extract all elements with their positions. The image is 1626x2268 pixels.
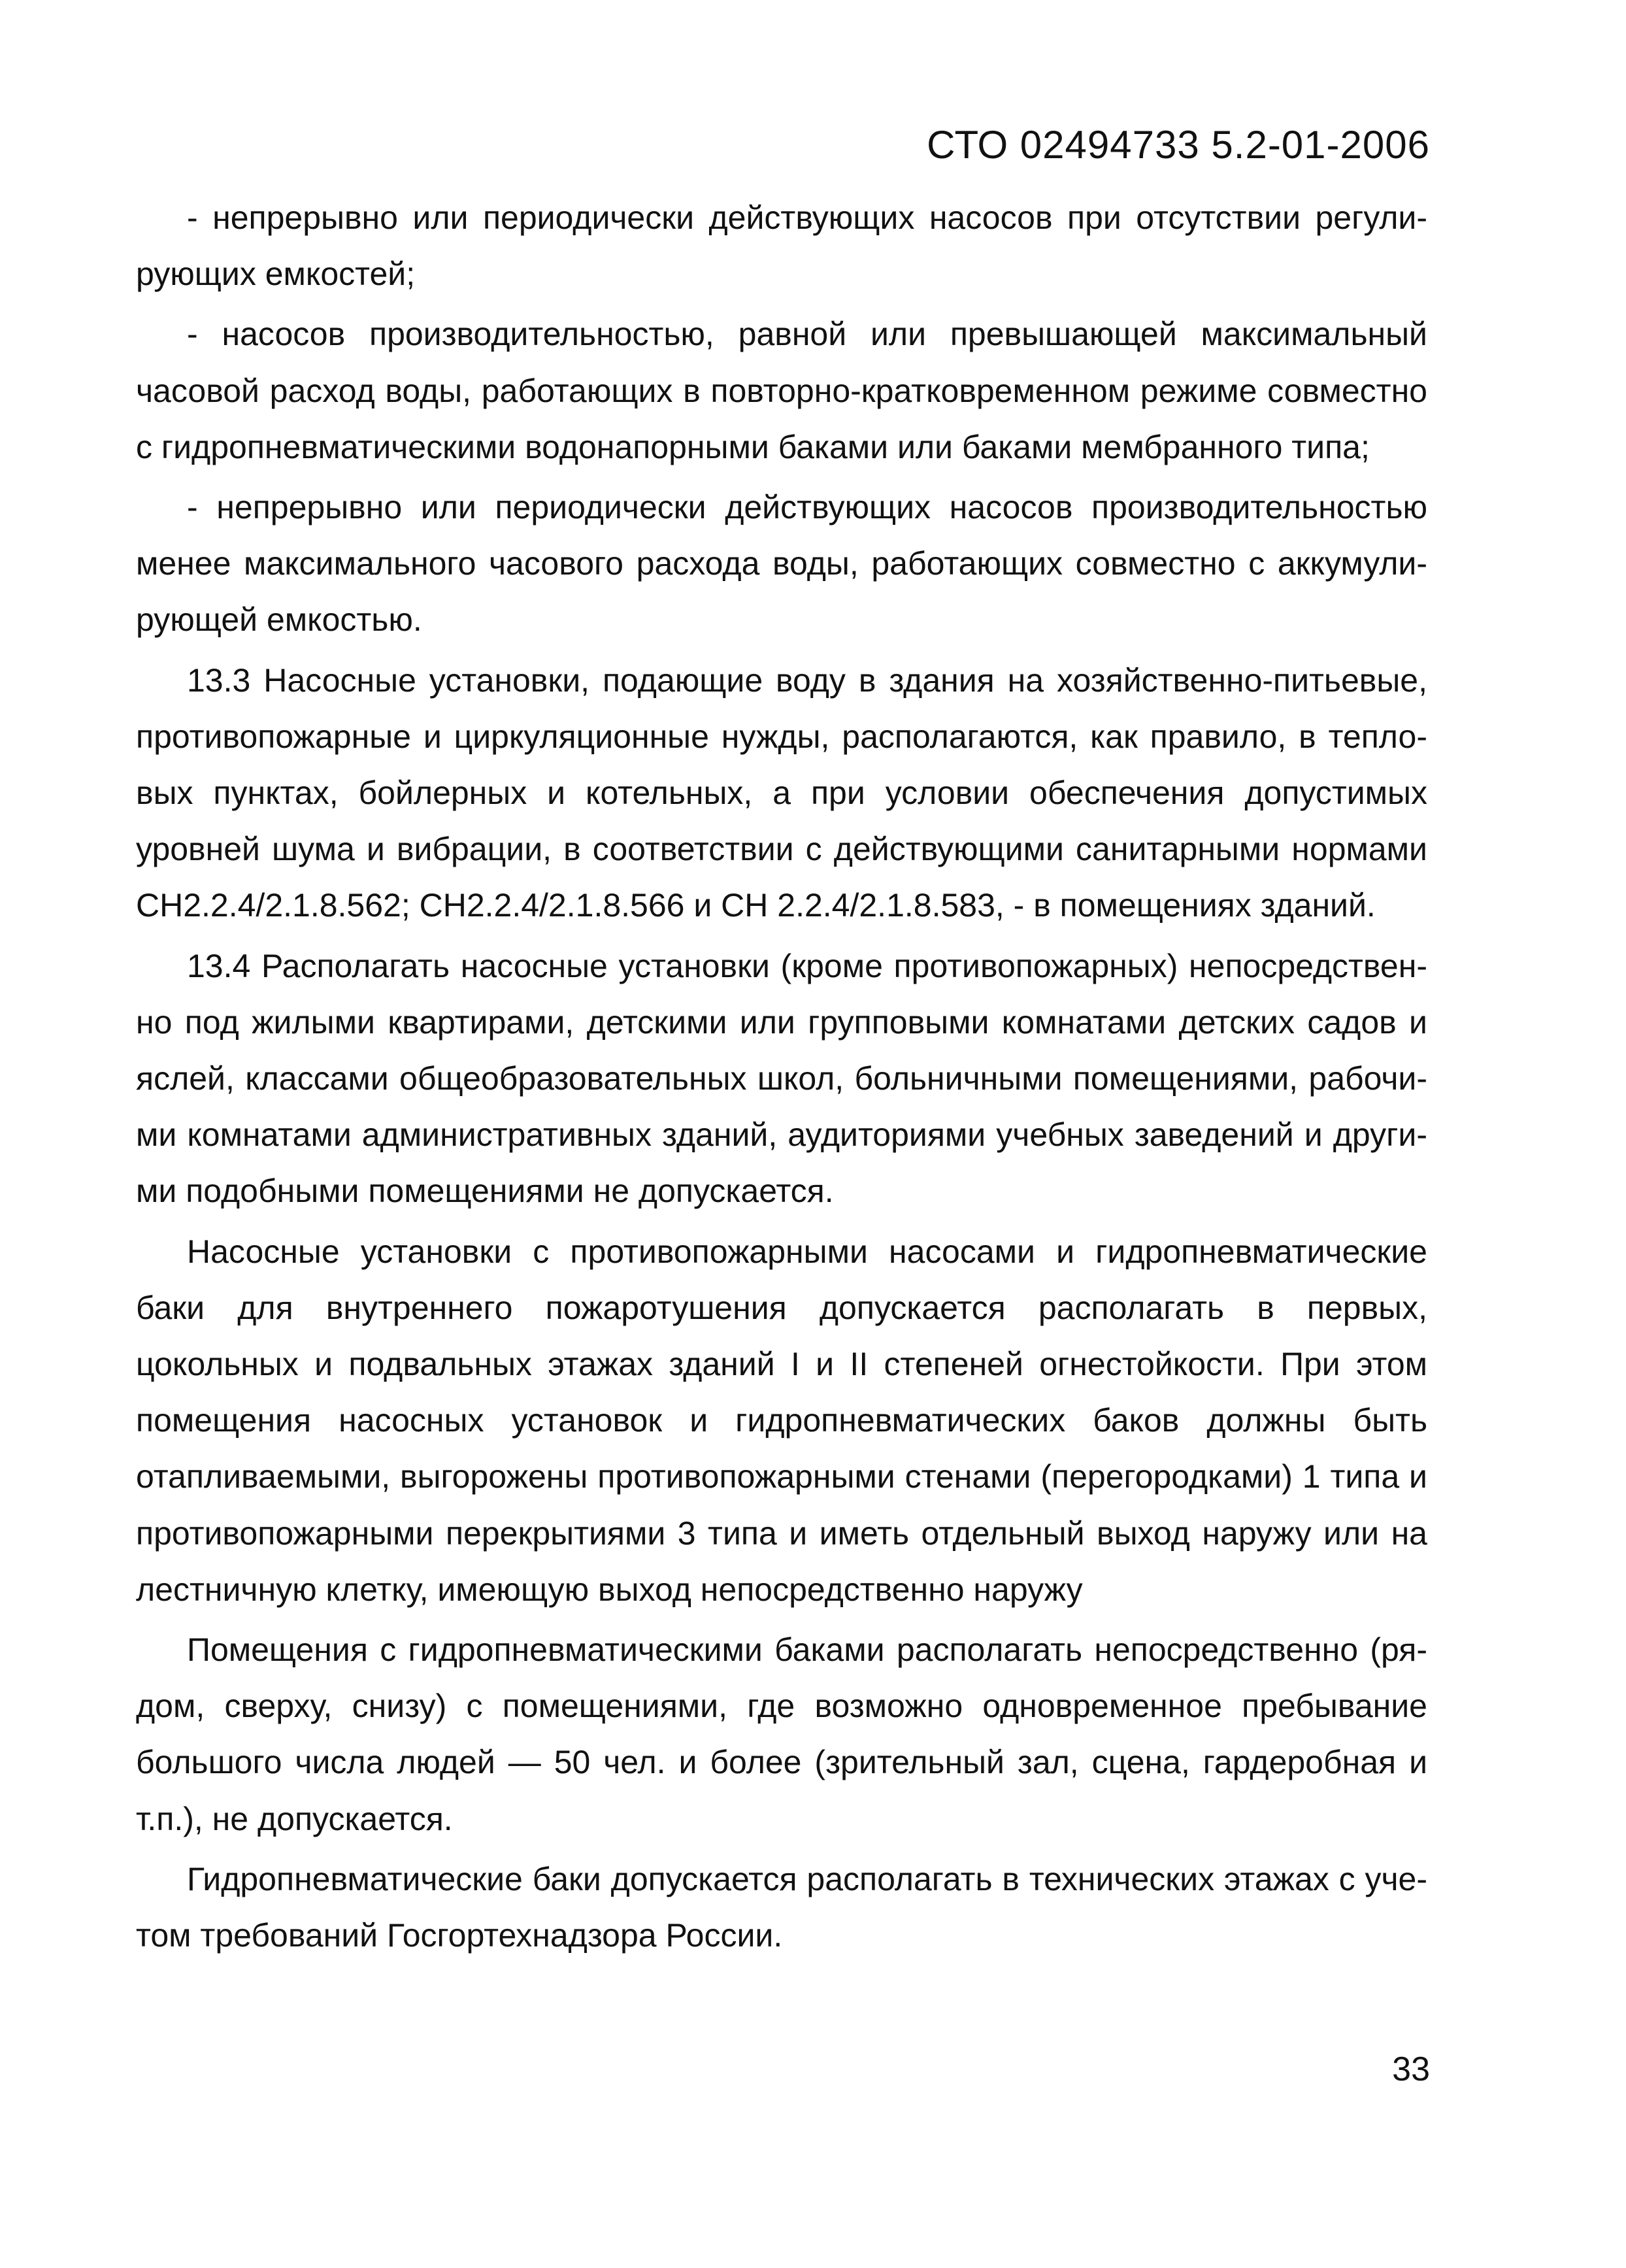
paragraph-pumps-with-storage-tank: - непрерывно или периодически действующих насосов производительностью менее максимального часового расхода воды, работающих совместно с аккумулирующей емкостью. <box>136 489 1427 639</box>
paragraph-13-3: 13.3 Насосные установки, подающие воду в здания на хозяйственно-питьевые, противопожарные и циркуляционные нужды, располагаются, как правило, в тепловых пунктах, бойлерных и котельных, а при условии обеспечения допустимых уровней шума и вибрации, в соответствии с действующими санитарными нормами СН2.2.4/2.1.8.562; СН2.2.4/2.1.8.566 и СН 2.2.4/2.1.8.583, - в помещениях зданий. <box>136 661 1427 924</box>
paragraph-fire-pump-placement: Насосные установки с противопожарными насосами и гидропневматические баки для внутреннего пожаротушения допускается располагать в первых, цокольных и подвальных этажах зданий I и II степеней огнестойкости. При этом помещения насосных установок и гидропневматических баков должны быть отапливаемыми, выгорожены противопожарными стенами (перегородками) 1 типа и противопожарными перекрытиями 3 типа и иметь отдельный выход наружу или на лестничную клетку, имеющую выход непосредственно наружу <box>136 1233 1427 1608</box>
paragraph-pumps-without-storage: - непрерывно или периодически действующих насосов при отсутствии регулирующих емкостей; <box>136 199 1427 293</box>
paragraph-hydropneumatic-rooms: Помещения с гидропневматическими баками располагать непосредственно (рядом, сверху, снизу) с помещениями, где возможно одновременное пребывание большого числа людей — 50 чел. и более (зрительный зал, сцена, гардеробная и т.п.), не допускается. <box>136 1631 1427 1837</box>
document-code-header: СТО 02494733 5.2-01-2006 <box>927 123 1430 167</box>
document-body <box>136 190 1427 1963</box>
paragraph-13-4: 13.4 Располагать насосные установки (кроме противопожарных) непосредственно под жилыми квартирами, детскими или групповыми комнатами детских садов и яслей, классами общеобразовательных школ, больничными помещениями, рабочими комнатами административных зданий, аудиториями учебных заведений и другими подобными помещениями не допускается. <box>136 947 1427 1210</box>
paragraph-pumps-with-hydropneumatic-tanks: - насосов производительностью, равной или превышающей максимальный часовой расход воды, работающих в повторно-кратковременном режиме совместно с гидропневматическими водонапорными баками или баками мембранного типа; <box>136 316 1427 465</box>
page-number: 33 <box>1392 2050 1430 2088</box>
paragraph-technical-floors: Гидропневматические баки допускается располагать в технических этажах с учетом требований Госгортехнадзора России. <box>136 1860 1427 1954</box>
